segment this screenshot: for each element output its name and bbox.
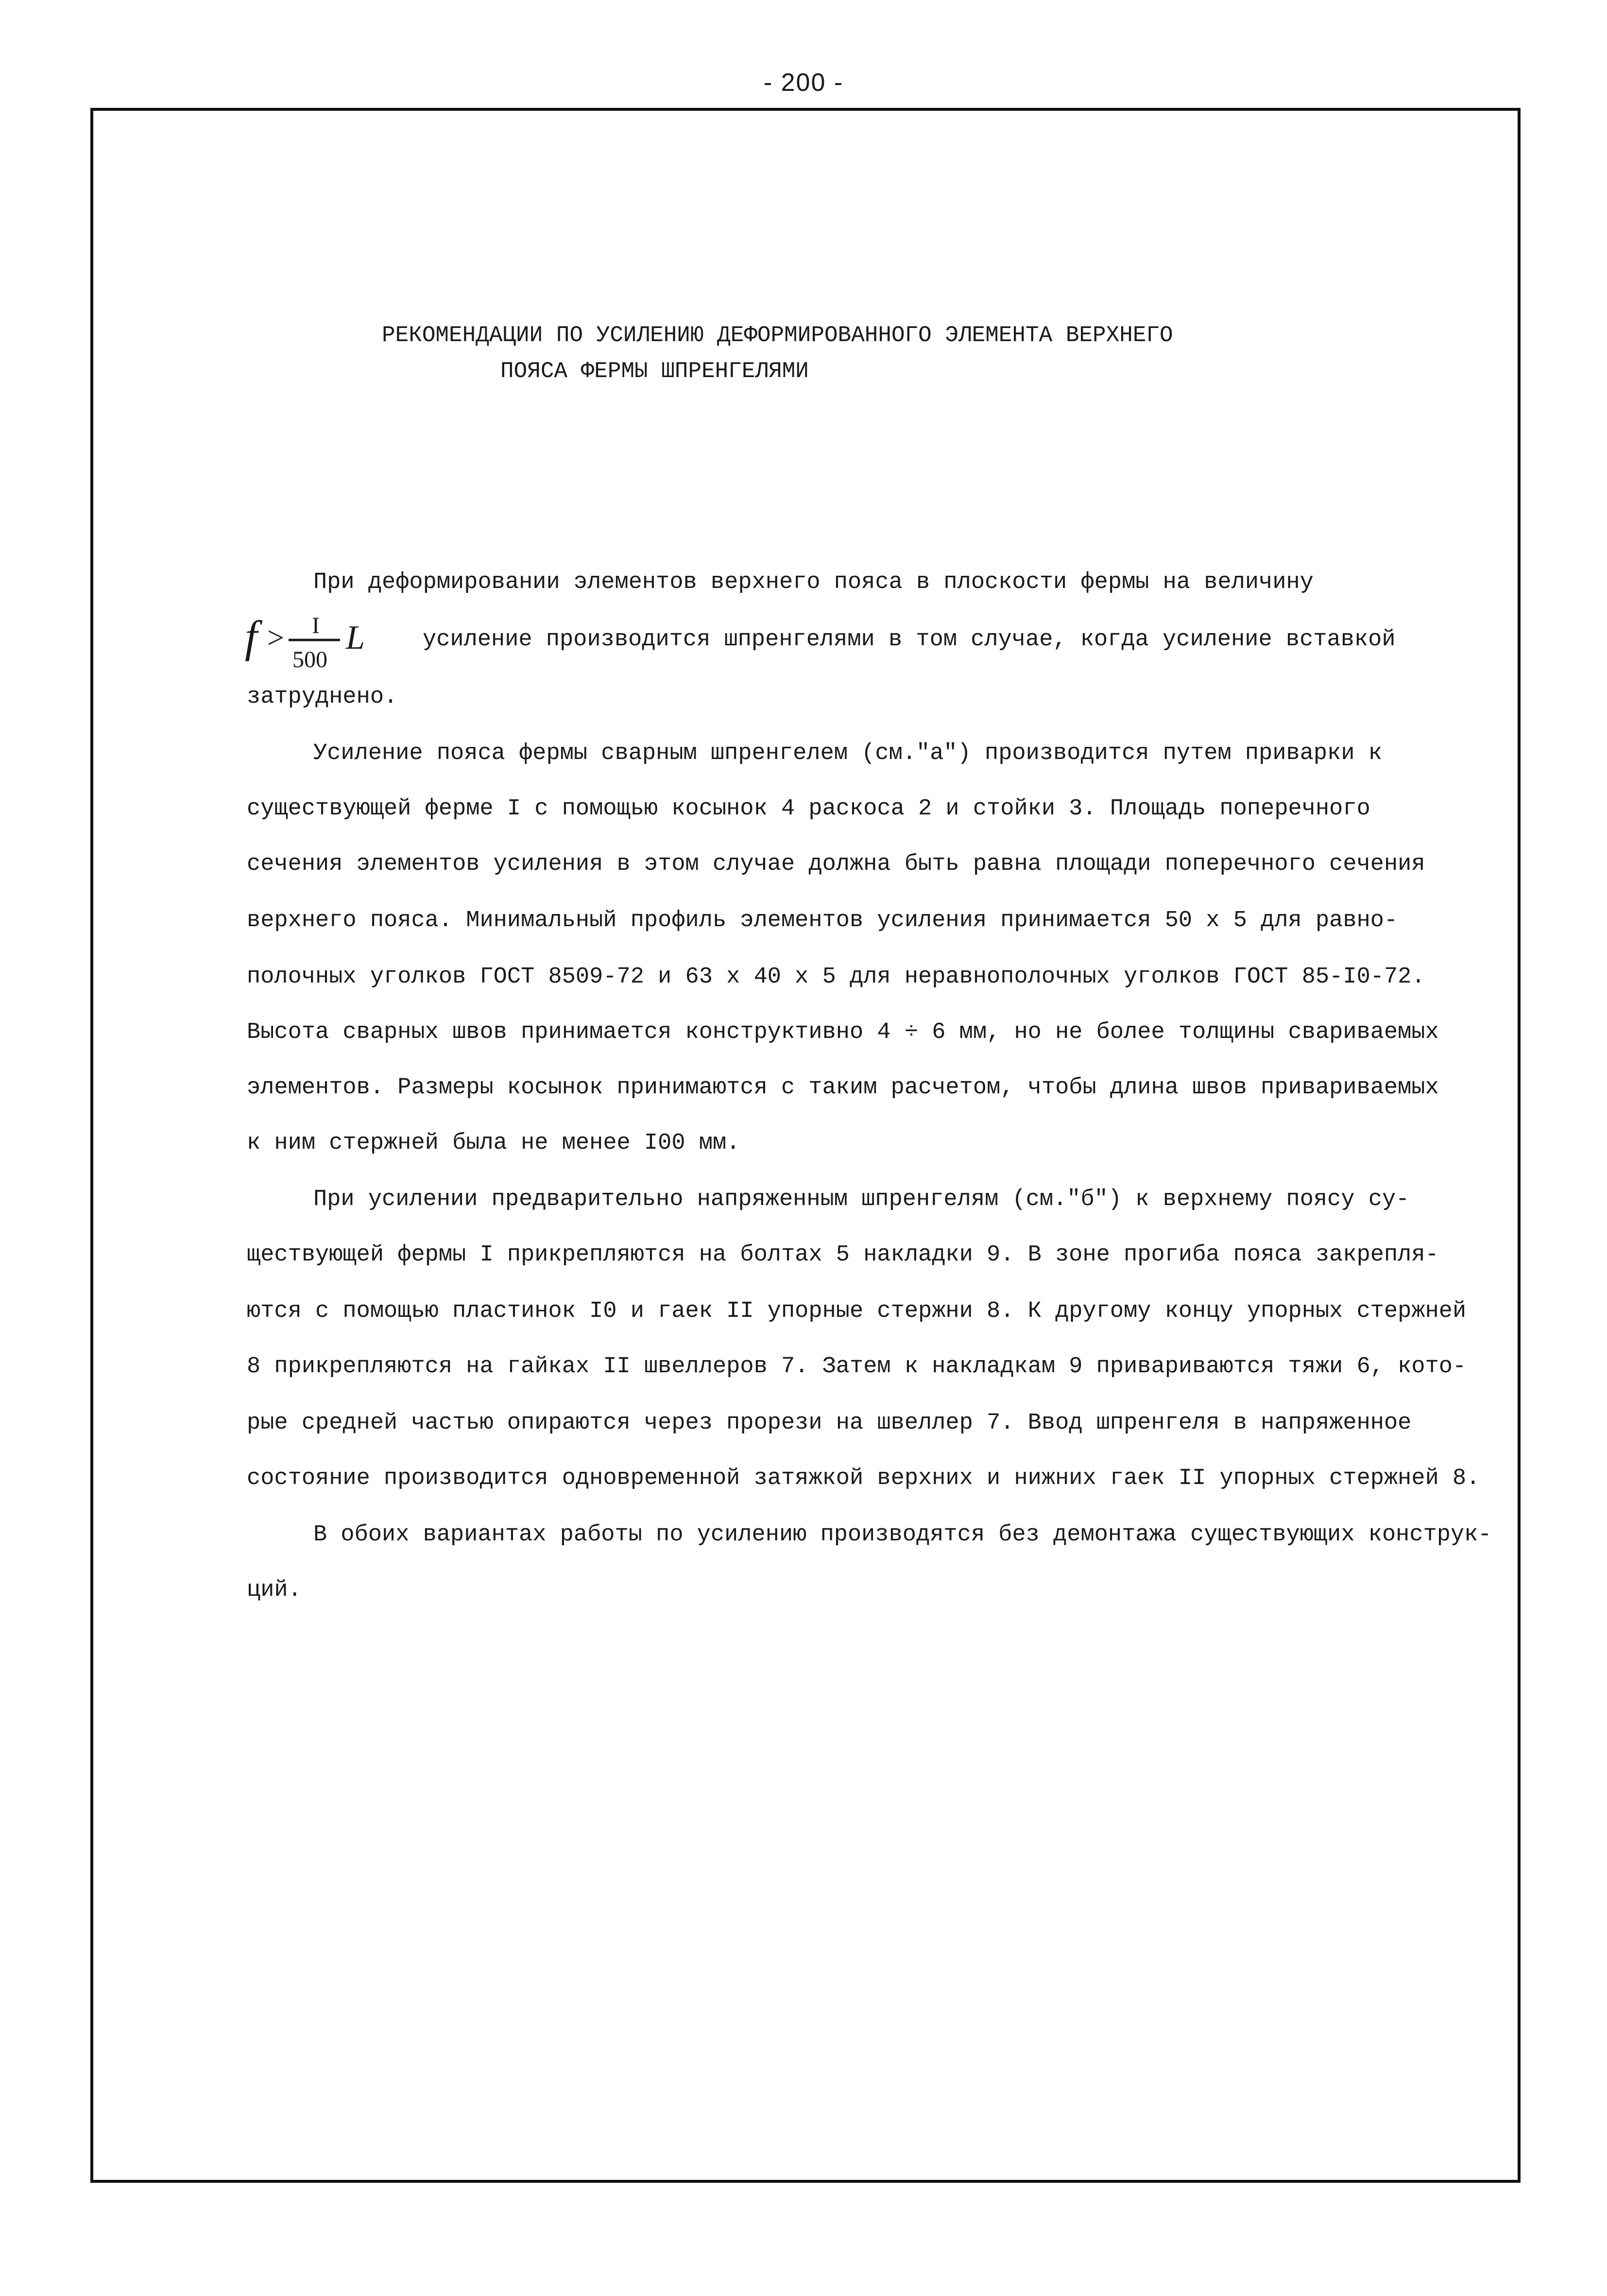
body-line: верхнего пояса. Минимальный профиль элементов усиления принимается 50 х 5 для равно- [247,908,1398,933]
formula [243,605,398,678]
body-line: рые средней частью опираются через прорези на швеллер 7. Ввод шпренгеля в напряженное [247,1410,1412,1436]
formula-rhs: L [346,619,365,656]
formula-lhs: f [245,612,257,661]
body-line: В обоих вариантах работы по усилению производятся без демонтажа существующих конструк- [313,1522,1492,1548]
title-line-2: ПОЯСА ФЕРМЫ ШПРЕНГЕЛЯМИ [500,359,809,384]
body-line: При деформировании элементов верхнего пояса в плоскости фермы на величину [313,570,1314,595]
body-line: существующей ферме I с помощью косынок 4 раскоса 2 и стойки 3. Площадь поперечного [247,796,1370,822]
body-line: При усилении предварительно напряженным шпренгелям (см."б") к верхнему поясу су- [313,1187,1410,1212]
body-line: сечения элементов усиления в этом случае должна быть равна площади поперечного сечения [247,851,1425,877]
body-line: ций. [247,1577,302,1603]
body-line: ществующей фермы I прикрепляются на болтах 5 накладки 9. В зоне прогиба пояса закрепля- [247,1242,1439,1268]
body-line: Усиление пояса фермы сварным шпренгелем (см."а") производится путем приварки к [313,741,1382,766]
body-line: 8 прикрепляются на гайках II швеллеров 7. Затем к накладкам 9 привариваются тяжи 6, кото- [247,1354,1467,1380]
body-line: усиление производится шпренгелями в том случае, когда усиление вставкой [423,627,1396,653]
body-line: к ним стержней была не менее I00 мм. [247,1130,740,1156]
body-line: затруднено. [247,684,398,710]
formula-numerator: I [312,613,320,639]
body-line: элементов. Размеры косынок принимаются с таким расчетом, чтобы длина швов привариваемых [247,1075,1439,1101]
body-line: состояние производится одновременной затяжкой верхних и нижних гаек II упорных стержней 8. [247,1466,1480,1491]
page-number: - 200 - [763,69,844,97]
formula-denominator: 500 [292,647,327,673]
body-line: Высота сварных швов принимается конструктивно 4 ÷ 6 мм, но не более толщины свариваемых [247,1019,1439,1045]
body-line: ются с помощью пластинок I0 и гаек II упорные стержни 8. К другому концу упорных стержней [247,1298,1467,1324]
body-line: полочных уголков ГОСТ 8509-72 и 63 х 40 х 5 для неравнополочных уголков ГОСТ 85-I0-72. [247,964,1425,990]
title-line-1: РЕКОМЕНДАЦИИ ПО УСИЛЕНИЮ ДЕФОРМИРОВАННОГО ЭЛЕМЕНТА ВЕРХНЕГО [382,323,1173,348]
formula-relation: > [267,621,284,655]
